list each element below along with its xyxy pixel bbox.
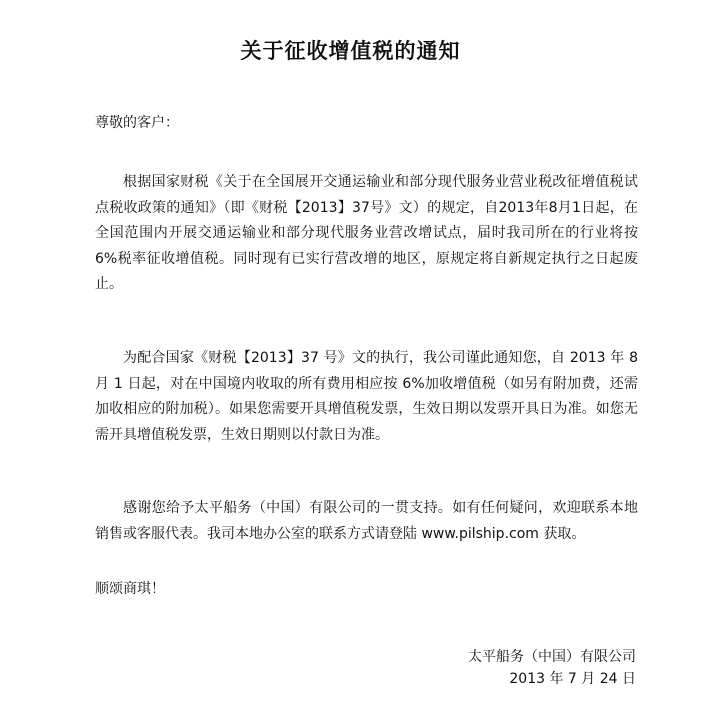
- document-title: 关于征收增值税的通知: [240, 39, 461, 63]
- signature-date: 2013 年 7 月 24 日: [509, 671, 636, 687]
- paragraph-implementation: 为配合国家《财税【2013】37 号》文的执行，我公司谨此通知您，自 2013 年 8 月 1 日起，对在中国境内收取的所有费用相应按 6%加收增值税（如另有附加费，还需加收相应的附加税）。如果您需要开具增值税发票，生效日期以发票开具日为准。如您无需开具增值税发票，生效日期则以付款日为准。: [95, 350, 638, 443]
- signature-company: 太平船务（中国）有限公司: [468, 649, 636, 665]
- paragraph-thanks: 感谢您给予太平船务（中国）有限公司的一贯支持。如有任何疑问，欢迎联系本地销售或客服代表。我司本地办公室的联系方式请登陆 www.pilship.com 获取。: [95, 500, 638, 542]
- greeting: 尊敬的客户：: [95, 115, 179, 131]
- paragraph-policy: 根据国家财税《关于在全国展开交通运输业和部分现代服务业营业税改征增值税试点税收政策的通知》（即《财税【2013】37号》文）的规定，自2013年8月1日起，在全国范围内开展交通运输业和部分现代服务业营改增试点，届时我司所在的行业将按 6%税率征收增值税。同时现有已实行营改增的地区，原规定将自新规定执行之日起废止。: [95, 174, 638, 292]
- closing-salutation: 顺颂商琪！: [95, 581, 165, 597]
